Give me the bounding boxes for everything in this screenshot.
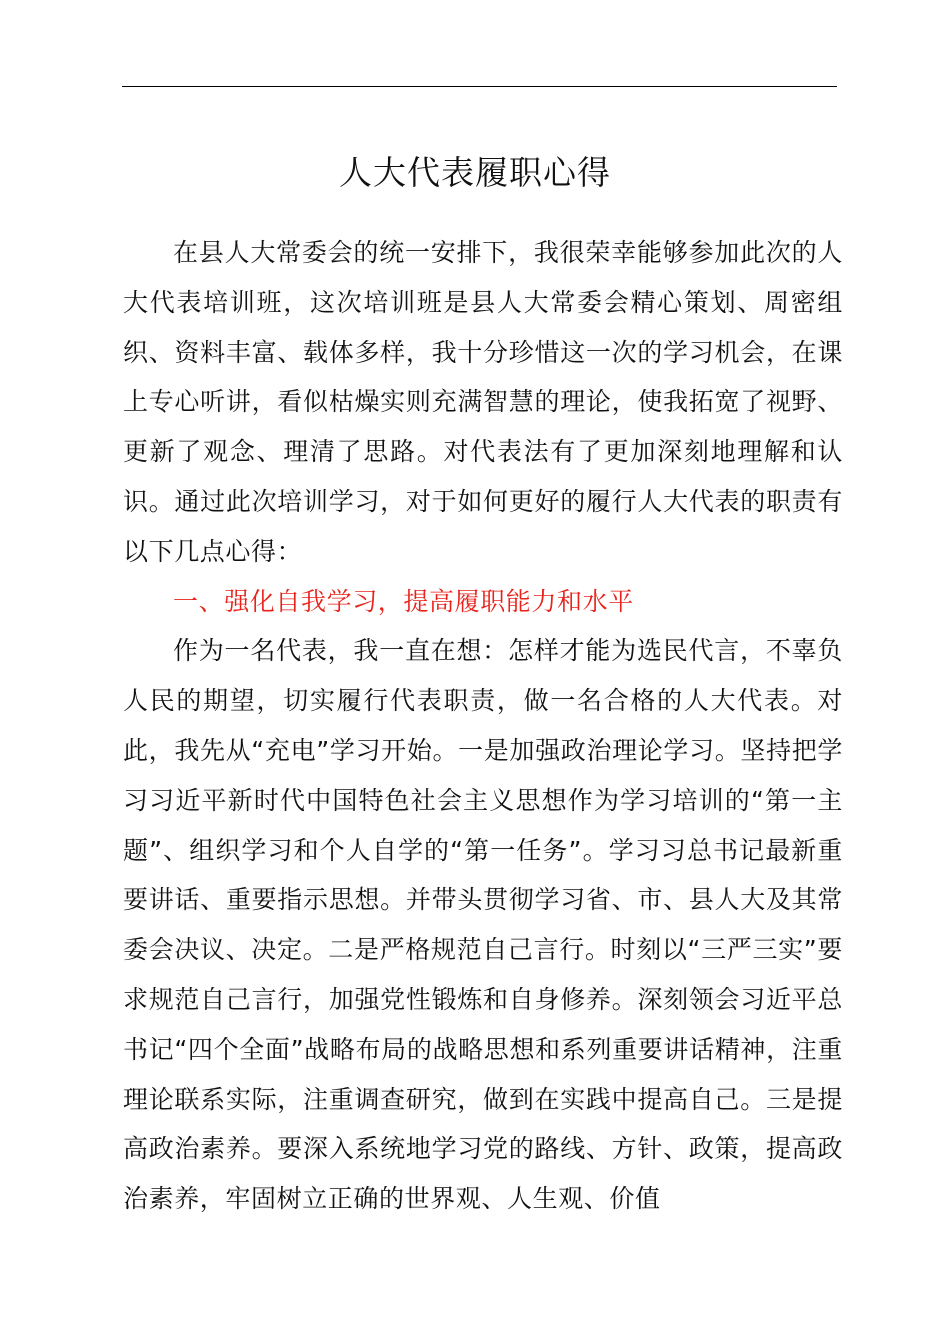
- document-title: 人大代表履职心得: [339, 153, 611, 192]
- section-paragraph: 作为一名代表，我一直在想：怎样才能为选民代言，不辜负人民的期望，切实履行代表职责，做一名合格的人大代表。对此，我先从“充电”学习开始。一是加强政治理论学习。坚持把学习习近平新时代中国特色社会主义思想作为学习培训的“第一主题”、组织学习和个人自学的“第一任务”。学习习总书记最新重要讲话、重要指示思想。并带头贯彻学习省、市、县人大及其常委会决议、决定。二是严格规范自己言行。时刻以“三严三实”要求规范自己言行，加强党性锻炼和自身修养。深刻领会习近平总书记“四个全面”战略布局的战略思想和系列重要讲话精神，注重理论联系实际，注重调查研究，做到在实践中提高自己。三是提高政治素养。要深入系统地学习党的路线、方针、政策，提高政治素养，牢固树立正确的世界观、人生观、价值: [123, 636, 843, 1214]
- section-heading: 一、强化自我学习，提高履职能力和水平: [173, 586, 634, 616]
- document-body: [123, 228, 843, 1224]
- header-rule: [122, 86, 837, 87]
- intro-paragraph: 在县人大常委会的统一安排下，我很荣幸能够参加此次的人大代表培训班，这次培训班是县人大常委会精心策划、周密组织、资料丰富、载体多样，我十分珍惜这一次的学习机会，在课上专心听讲，看似枯燥实则充满智慧的理论，使我拓宽了视野、更新了观念、理清了思路。对代表法有了更加深刻地理解和认识。通过此次培训学习，对于如何更好的履行人大代表的职责有以下几点心得：: [123, 238, 843, 566]
